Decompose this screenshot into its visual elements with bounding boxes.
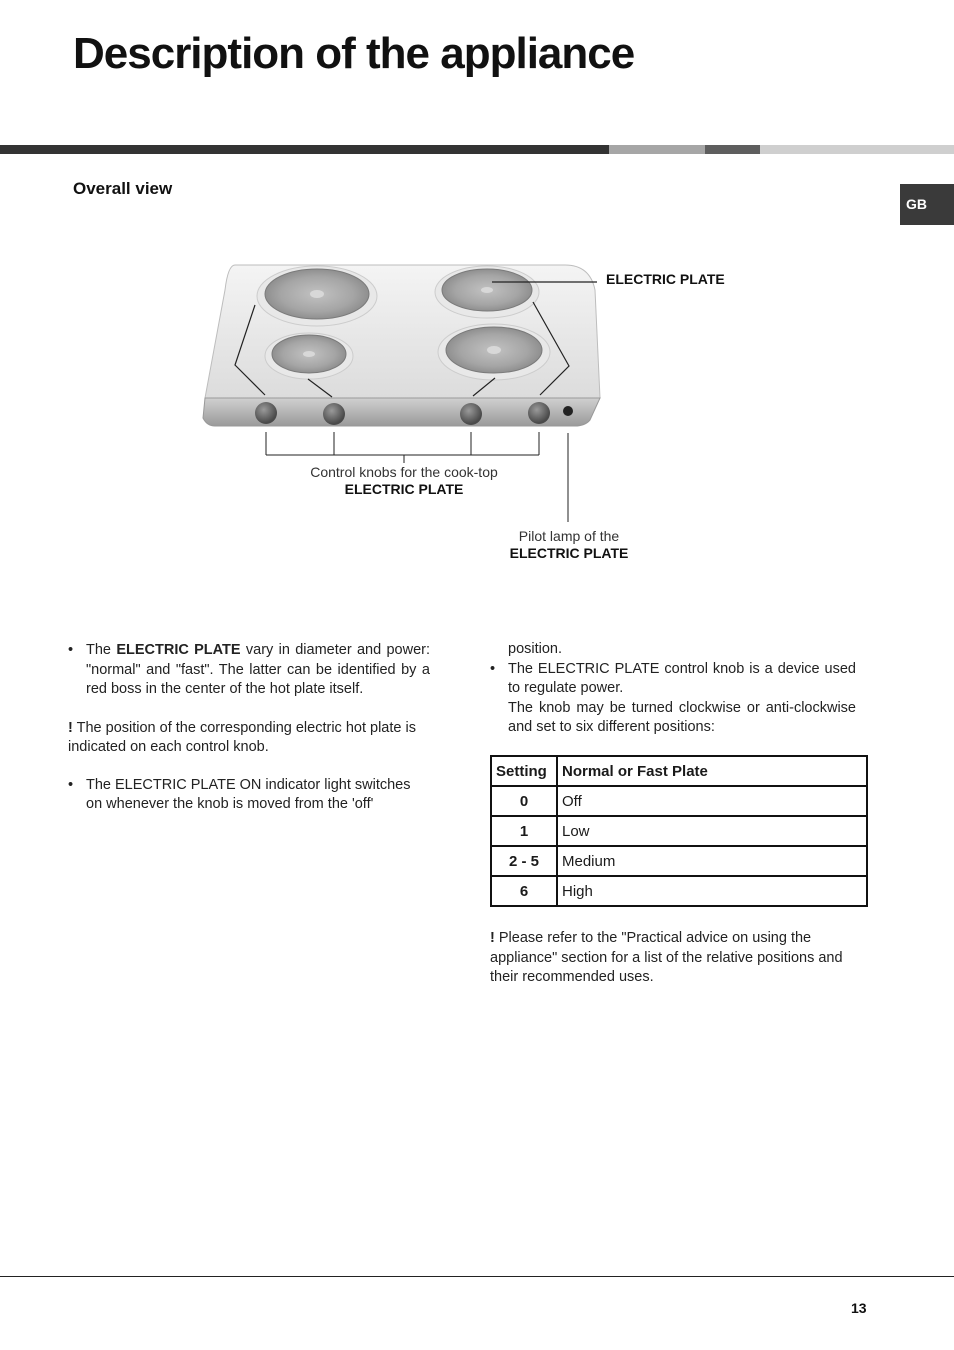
lamp-caption (489, 528, 649, 562)
table-cell: Medium (557, 846, 867, 876)
table-header: Normal or Fast Plate (557, 756, 867, 786)
header-rule-light (760, 145, 954, 154)
footer-rule (0, 1276, 954, 1277)
note-text: The position of the corresponding electric hot plate is indicated on each control knob. (68, 719, 416, 755)
cooktop-illustration (195, 250, 755, 570)
table-cell: Low (557, 816, 867, 846)
hot-plate-front-right (438, 324, 550, 380)
right-column (490, 640, 856, 738)
bullet-indicator-light (68, 776, 430, 815)
table-row (491, 846, 867, 876)
section-heading: Overall view (73, 179, 173, 198)
header-rule-dark2 (705, 145, 760, 154)
table-cell: High (557, 876, 867, 906)
header-rule-mid (609, 145, 705, 154)
hot-plate-rear-right (435, 266, 539, 318)
bullet-text: The (86, 642, 117, 658)
note-position (68, 719, 430, 758)
hot-plate-front-left (265, 333, 353, 379)
lamp-caption-line1: Pilot lamp of the (518, 528, 620, 544)
cooktop-figure (195, 250, 755, 570)
bullet-text: vary in diameter and power: "normal" and "fast". The latter can be identified by a red boss in the center of the hot plate itself. (86, 642, 431, 697)
continuation-text: position. (508, 641, 563, 657)
page-title: Description of the appliance (73, 29, 635, 78)
note-practical-advice (490, 929, 856, 988)
knob-3 (460, 403, 482, 425)
table-cell: 1 (491, 816, 557, 846)
hot-plate-rear-left (257, 266, 377, 326)
bullet-control-knob (490, 660, 856, 738)
settings-table (490, 755, 868, 907)
bullet-text: The ELECTRIC PLATE ON indicator light switches on whenever the knob is moved from the 'off' (86, 776, 411, 812)
table-row (491, 786, 867, 816)
knobs-caption (291, 464, 517, 498)
electric-plate-label: ELECTRIC PLATE (606, 271, 725, 287)
header-rule-dark (0, 145, 609, 154)
lamp-caption-line2: ELECTRIC PLATE (509, 545, 629, 561)
table-cell: Off (557, 786, 867, 816)
note-mark: ! (490, 930, 495, 946)
note-mark: ! (68, 719, 73, 736)
left-column (68, 641, 430, 815)
table-header: Setting (491, 756, 557, 786)
knob-4 (528, 402, 550, 424)
language-tab: GB (900, 184, 954, 225)
pilot-lamp (563, 406, 573, 416)
knob-1 (255, 402, 277, 424)
table-header-row (491, 756, 867, 786)
table-row (491, 816, 867, 846)
page-number: 13 (851, 1300, 867, 1316)
table-cell: 6 (491, 876, 557, 906)
bullet-text: • The ELECTRIC PLATE control knob is a device used to regulate power. (508, 660, 856, 696)
note-text: Please refer to the "Practical advice on using the appliance" section for a list of the relative positions and their recommended uses. (490, 930, 843, 985)
knob-2 (323, 403, 345, 425)
table-cell: 0 (491, 786, 557, 816)
knobs-caption-line2: ELECTRIC PLATE (344, 481, 464, 497)
bullet-bold: ELECTRIC PLATE (116, 642, 241, 658)
bullet-plate-diameter (68, 641, 430, 700)
bullet-text: The knob may be turned clockwise or anti-clockwise and set to six different positions: (508, 699, 856, 735)
table-cell: 2 - 5 (491, 846, 557, 876)
knobs-caption-line1: Control knobs for the cook-top (310, 464, 498, 480)
table-row (491, 876, 867, 906)
